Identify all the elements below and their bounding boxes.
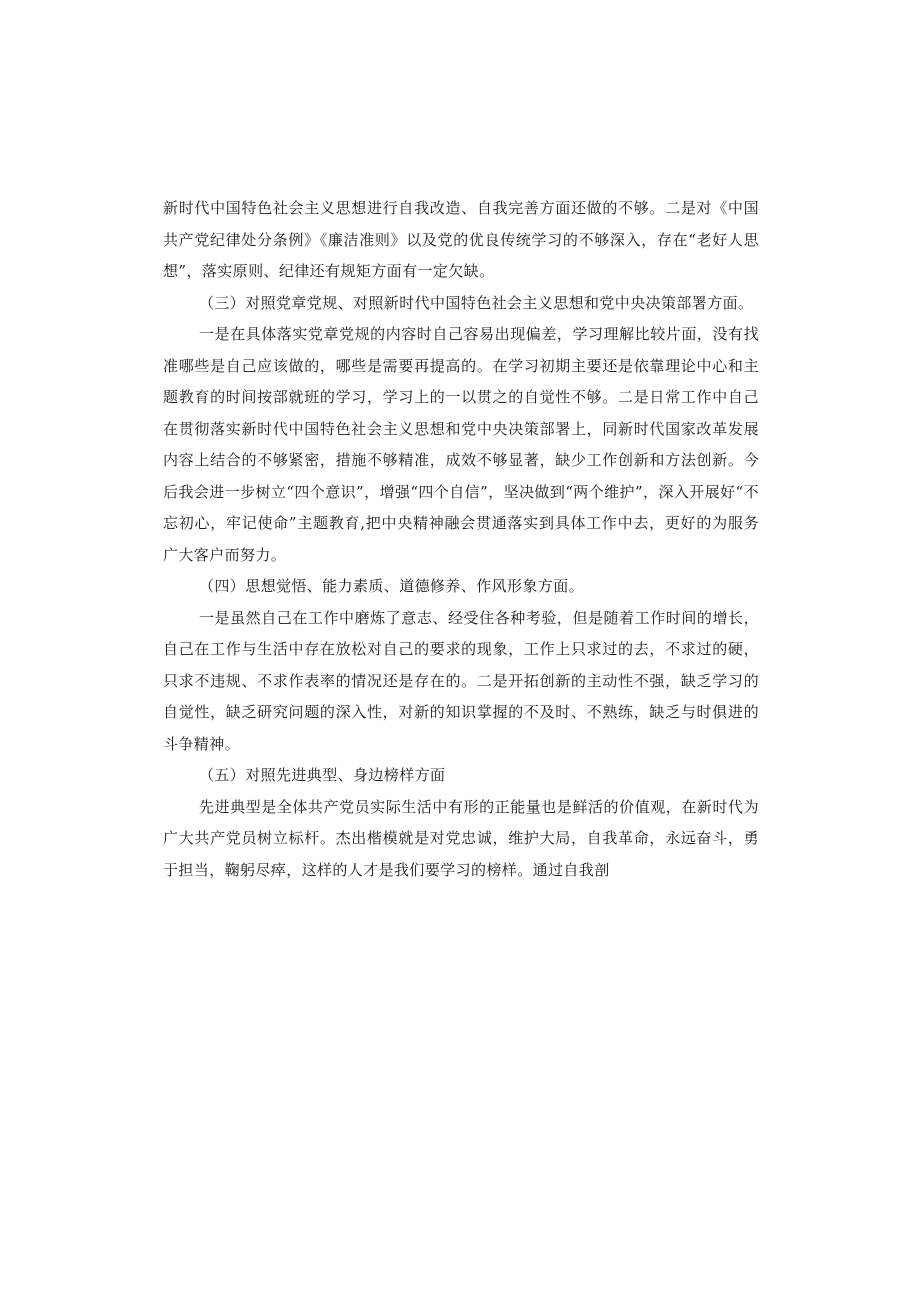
- paragraph-section-four: 一是虽然自己在工作中磨炼了意志、经受住各种考验，但是随着工作时间的增长，自己在工作与生活中存在放松对自己的要求的现象，工作上只求过的去，不求过的硬，只求不违规、不求作表率的情况还是存在的。二是开拓创新的主动性不强，缺乏学习的自觉性，缺乏研究问题的深入性，对新的知识掌握的不及时、不熟练，缺乏与时俱进的斗争精神。: [163, 608, 759, 753]
- section-heading-three: （三）对照党章党规、对照新时代中国特色社会主义思想和党中央决策部署方面。: [199, 293, 754, 312]
- document-body: [163, 193, 759, 886]
- paragraph-section-three: 一是在具体落实党章党规的内容时自己容易出现偏差，学习理解比较片面，没有找准哪些是自己应该做的，哪些是需要再提高的。在学习初期主要还是依靠理论中心和主题教育的时间按部就班的学习，学习上的一以贯之的自觉性不够。二是日常工作中自己在贯彻落实新时代中国特色社会主义思想和党中央决策部署上，同新时代国家改革发展内容上结合的不够紧密，措施不够精准，成效不够显著，缺少工作创新和方法创新。今后我会进一步树立“四个意识”，增强“四个自信”，坚决做到“两个维护”，深入开展好“不忘初心，牢记使命”主题教育,把中央精神融会贯通落实到具体工作中去，更好的为服务广大客户而努力。: [163, 325, 759, 564]
- section-heading-five: （五）对照先进典型、身边榜样方面: [199, 766, 446, 784]
- paragraph-continued: 新时代中国特色社会主义思想进行自我改造、自我完善方面还做的不够。二是对《中国共产党纪律处分条例》《廉洁准则》以及党的优良传统学习的不够深入，存在“老好人思想”，落实原则、纪律还有规矩方面有一定欠缺。: [163, 199, 759, 280]
- section-heading-four: （四）思想觉悟、能力素质、道德修养、作风形象方面。: [199, 577, 585, 595]
- paragraph-section-five: 先进典型是全体共产党员实际生活中有形的正能量也是鲜活的价值观，在新时代为广大共产党员树立标杆。杰出楷模就是对党忠诚，维护大局，自我革命，永远奋斗，勇于担当，鞠躬尽瘁，这样的人才是我们要学习的榜样。通过自我剖: [163, 797, 759, 879]
